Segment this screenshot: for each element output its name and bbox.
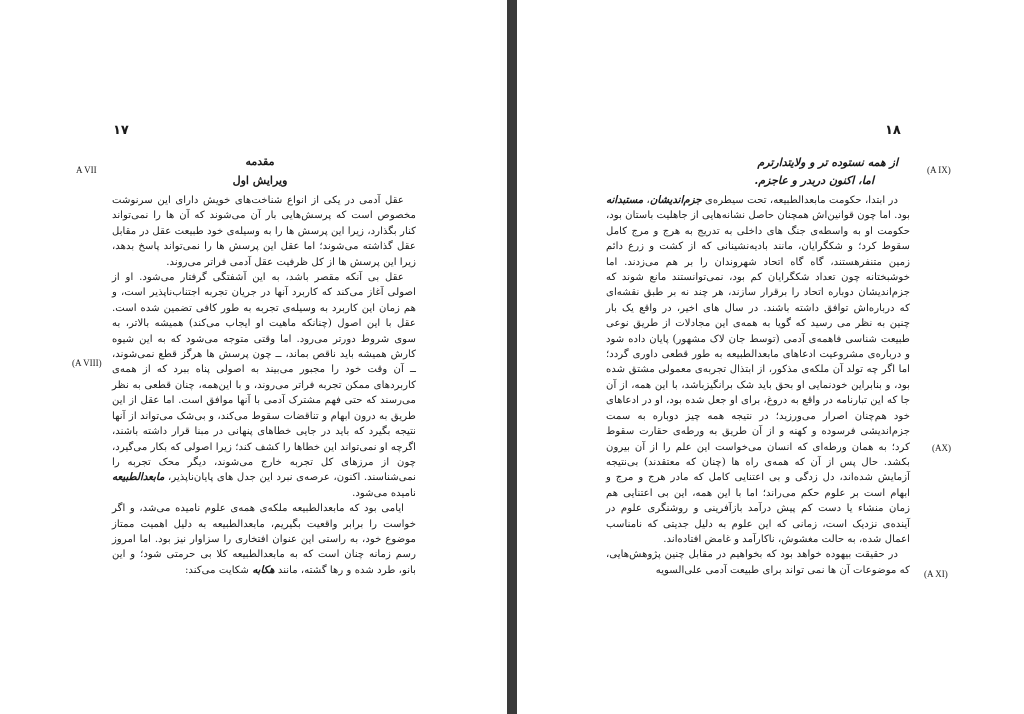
paragraph-text: ایامی بود که مابعدالطبیعه ملکه‌ی همه‌ی علوم نامیده می‌شد، و اگر خواست را برابر واقعیت بگیریم، مابعدالطبیعه به دلیل اهمیت ممتاز موضوع خود، به راستی این عنوان افتخاری را سزاوار نیز بود. اما امروز رسم زمانه چنان است که به مابعدالطبیعه کلا بی حرمتی شود؛ و این بانو، طرد شده و رها گشته، مانند [112, 503, 416, 576]
emphasized-term: مابعدالطبیعه [112, 471, 165, 484]
left-page-heading: مقدمه [245, 155, 275, 168]
right-page-heading-line1: از همه نستوده تر و ولایتدارترم [757, 156, 898, 169]
right-page-number: ۱۸ [885, 123, 901, 138]
right-margin-note: (A IX) [927, 165, 951, 175]
right-margin-note: (AX) [932, 443, 951, 453]
left-margin-note: A VII [76, 165, 97, 175]
paragraph-text: نامیده می‌شود. [352, 487, 416, 499]
emphasized-term: هکابه [252, 563, 275, 576]
paragraph-text: در ابتدا، حکومت مابعدالطبیعه، تحت سیطره‌ی [701, 195, 898, 206]
paragraph-text: شکایت می‌کند: [184, 564, 253, 576]
left-page-number: ۱۷ [113, 123, 129, 138]
paragraph [606, 547, 910, 578]
left-page-subheading: ویرایش اول [232, 174, 288, 187]
paragraph [112, 193, 416, 270]
left-page-body [112, 193, 416, 578]
book-spine-divider [507, 0, 517, 714]
paragraph-text: عقل آدمی در یکی از انواع شناخت‌های خویش دارای این سرنوشت مخصوص است که پرسش‌هایی بار آن می‌شوند که آن ها را نمی‌تواند کنار بگذارد، زیرا این پرسش ها را به وسیله‌ی خود طبیعت عقل در مقابل عقل گذاشته می‌شوند؛ اما عقل این پرسش ها را نمی‌تواند پاسخ بدهد، زیرا این پرسش ها از کل ظرفیت عقل آدمی فراتر می‌روند. [112, 195, 416, 268]
right-page-body [606, 193, 910, 578]
right-margin-note: (A XI) [924, 569, 948, 579]
paragraph [112, 501, 416, 578]
paragraph-text: ، [643, 195, 650, 206]
left-margin-note: (A VIII) [72, 358, 102, 368]
paragraph-text: بود. اما چون قوانین‌اش همچنان حاصل نشانه‌هایی از جاهلیت باستان بود، حکومت او به واسطه‌ی جنگ های داخلی به تدریج به هرج و مرج کامل سقوط کرد؛ و شکگرایان، مانند بادیه‌نشینانی که از کشت و زرع دائم زمین متنفرهستند، گاه گاه اتحاد شهروندان را بر هم می‌زدند. اما خوشبختانه چون تعداد شکگرایان کم بود، نمی‌توانستند مانع شوند که جزم‌اندیشان دوباره اتحاد را برقرار سازند، هر چند نه بر طبق نقشه‌ای که درباره‌اش توافق داشته باشند. در سال های اخیر، در واقع یک بار چنین به نظر می رسید که گویا به همه‌ی این مجادلات از طریق نوعی طبیعت شناسی فاهمه‌ی آدمی (توسط جان لاک مشهور) پایان داده شود و درباره‌ی مشروعیت ادعاهای مابعدالطبیعه به طور قطعی داوری گردد؛ اما اگر چه تولد آن ملکه‌ی مذکور، از ابتذال تجربه‌ی معمولی مشتق شده بود، و بنابراین خودنمایی او بحق باید شک برانگیزباشد، با این همه، از آن جا که این تبارنامه در واقع به دروغ، برای او جعل شده بود، او در ادعاهای خود هم‌چنان اصرار می‌ورزید؛ در نتیجه همه چیز دوباره به سمت جزم‌اندیشی فرسوده و کهنه و از آن طریق به ورطه‌ی حقارت سقوط کرد؛ به همان ورطه‌ای که انسان می‌خواست این علم را از آن بیرون بکشد. حال پس از آن که همه‌ی راه ها (چنان که معتقدند) بی‌نتیجه آزمایش شده‌اند، دل زدگی و بی اعتنایی کامل که مادر هرج و مرج و ابهام است بر علوم حکم می‌راند؛ اما با این همه، این بی اعتنایی هم زمان منشاء یا دست کم پیش درآمد بازآفرینی و روشنگری علوم در آینده‌ی نزدیک است، زمانی که این علوم به دلیل جدیتی که نامناسب اعمال شده، به حالت مغشوش، ناکارآمد و غامض افتاده‌اند. [605, 210, 910, 545]
emphasized-term: مستبدانه [606, 194, 644, 206]
paragraph [606, 193, 910, 547]
paragraph-text: در حقیقت بیهوده خواهد بود که بخواهیم در مقابل چنین پژوهش‌هایی، که موضوعات آن ها نمی تواند برای طبیعت آدمی علی‌السویه [606, 549, 910, 576]
emphasized-term: جزم‌اندیشان [649, 194, 702, 206]
right-page-heading-line2: اما، اکنون دربدر و عاجزم. [754, 174, 874, 187]
paragraph-text: عقل بی آنکه مقصر باشد، به این آشفتگی گرفتار می‌شود. او از اصولی آغاز می‌کند که کاربرد آنها در جریان تجربه اجتناب‌ناپذیر است، و هم زمان این کاربرد به وسیله‌ی تجربه به طور کافی تضمین شده است. عقل با این اصول (چنانکه ماهیت او ایجاب می‌کند) همیشه بالاتر، به سوی شروط دورتر می‌رود. اما وقتی متوجه می‌شود که به این شیوه کارش همیشه باید ناقص بماند، ــ چون پرسش ها هرگز قطع نمی‌شوند، ــ آن وقت خود را مجبور می‌بیند به اصولی پناه ببرد که از همه‌ی کاربردهای ممکن تجربه فراتر می‌روند، و با این‌همه، چنان قطعی به نظر می‌رسند که حتی فهم مشترک آدمی با آنها موافق است. اما عقل از این طریق به درون ابهام و تناقضات سقوط می‌کند، و بی‌شک می‌تواند از آنها نتیجه بگیرد که باید در جایی خطاهای پنهانی در مبنا قرار داشته باشند، اگرچه او نمی‌تواند این خطاها را کشف کند؛ زیرا اصولی که بکار می‌گیرد، چون از مرزهای کل تجربه خارج می‌شوند، دیگر محک تجربه را نمی‌شناسند. اکنون، عرصه‌ی نبرد این جدل های پایان‌ناپذیر، [112, 272, 416, 484]
paragraph [112, 270, 416, 501]
